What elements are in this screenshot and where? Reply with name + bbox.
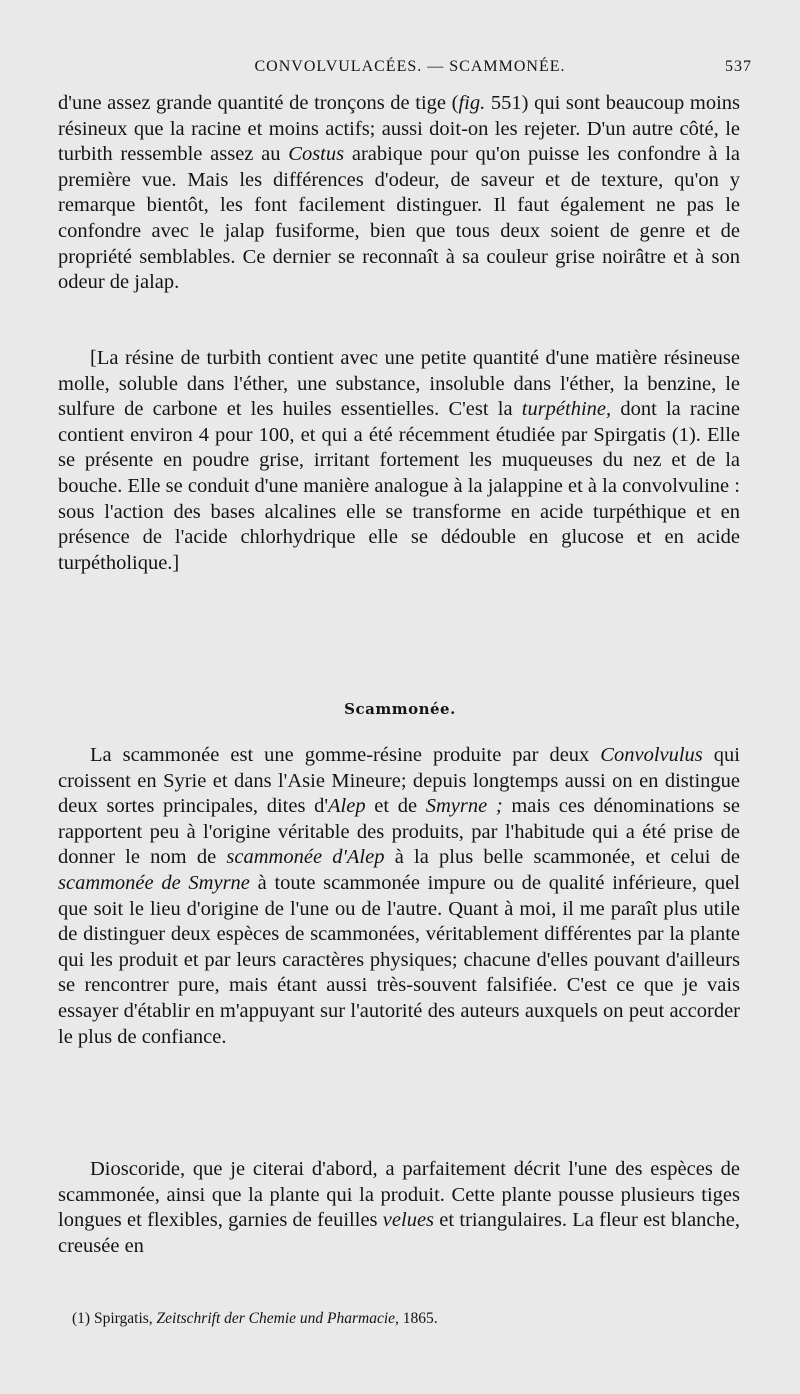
italic-run: Convolvulus [600, 744, 703, 766]
italic-run: turpéthine, [521, 398, 612, 421]
text-run: (1) Spirgatis, [72, 1310, 157, 1327]
text-run: et triangulaires. La fleur est blanche, creusée en [58, 1209, 740, 1257]
text-run: [La résine de turbith contient avec une petite quantité d'une matière résineuse molle, soluble dans l'éther, une substance, insoluble dans l'éther, la benzine, le sulfure de carbone et les huiles essentielles. C'est la [58, 347, 740, 421]
paragraph-dioscoride [58, 1157, 740, 1259]
italic-run: fig. [458, 92, 486, 114]
paragraph-scammonee-intro [58, 743, 740, 1050]
text-run: arabique pour qu'on puisse les confondre à la première vue. Mais les différences d'odeur, de saveur et de texture, qu'on y remarque bientôt, les font facilement distinguer. Il faut également ne pas le confondre avec le jalap fusiforme, bien que tous deux soient de genre et de propriété semblables. Ce dernier se reconnaît à sa couleur grise noirâtre et à son odeur de jalap. [58, 143, 741, 294]
text-run: mais ces dénominations se rapportent peu à l'origine véritable des produits, par l'habitude qui a été prise de donner le nom de [58, 795, 740, 869]
italic-run: Alep [328, 795, 366, 818]
page-number: 537 [725, 58, 752, 75]
text-run: 1865. [398, 1310, 438, 1327]
text-run: dont la racine contient environ 4 pour 100, et qui a été récemment étudiée par Spirgatis (1). Elle se présente en poudre grise, irritant fortement les muqueuses du nez et de la bouche. Elle se conduit d'une manière analogue à la jalappine et à la convolvuline : sous l'action des bases alcalines elle se transforme en acide turpéthique et en présence de l'acide chlorhydrique elle se dédouble en glucose et en acide turpétholique.] [58, 398, 740, 574]
text-run: d'une assez grande quantité de tronçons de tige ( [58, 92, 459, 114]
text-run: et de [365, 795, 426, 818]
paragraph-turbith-resin [58, 346, 740, 576]
italic-run: scammonée de Smyrne [58, 871, 250, 894]
text-run: Dioscoride, que je citerai d'abord, a parfaitement décrit l'une des espèces de scammonée, ainsi que la plante qui la produit. Cette plante pousse plusieurs tiges longues et flexibles, garnies de feuilles [58, 1158, 740, 1232]
text-run: qui croissent en Syrie et dans l'Asie Mineure; depuis longtemps aussi on en distingue deux sortes principales, dites d' [58, 744, 740, 818]
paragraph-turbith-end [58, 91, 740, 296]
italic-run: scammonée d'Alep [226, 846, 385, 869]
section-heading: Scammonée. [344, 700, 456, 718]
running-head [60, 58, 760, 82]
italic-run: Zeitschrift der Chemie und Pharmacie, [156, 1310, 399, 1327]
italic-run: velues [382, 1209, 435, 1232]
text-run: à la plus belle scammonée, et celui de [384, 846, 741, 869]
italic-run: Smyrne ; [425, 795, 503, 818]
italic-run: Costus [288, 143, 345, 166]
text-run: à toute scammonée impure ou de qualité inférieure, quel que soit le lieu d'origine de l'une ou de l'autre. Quant à moi, il me paraît plus utile de distinguer deux espèces de scammonées, véritablement différentes par la plante qui les produit et par leurs caractères physiques; chacune d'elles pouvant d'ailleurs se rencontrer pure, mais étant aussi très-souvent falsifiée. C'est ce que je vais essayer d'établir en m'appuyant sur l'autorité des auteurs auxquels on peut accorder le plus de confiance. [58, 871, 741, 1048]
text-run: La scammonée est une gomme-résine produite par deux [90, 744, 601, 766]
running-title: CONVOLVULACÉES. — SCAMMONÉE. [254, 58, 566, 75]
footnote [72, 1310, 732, 1328]
text-run: 551) qui sont beaucoup moins résineux que la racine et moins actifs; aussi doit-on les rejeter. D'un autre côté, le turbith ressemble assez au [58, 92, 740, 166]
